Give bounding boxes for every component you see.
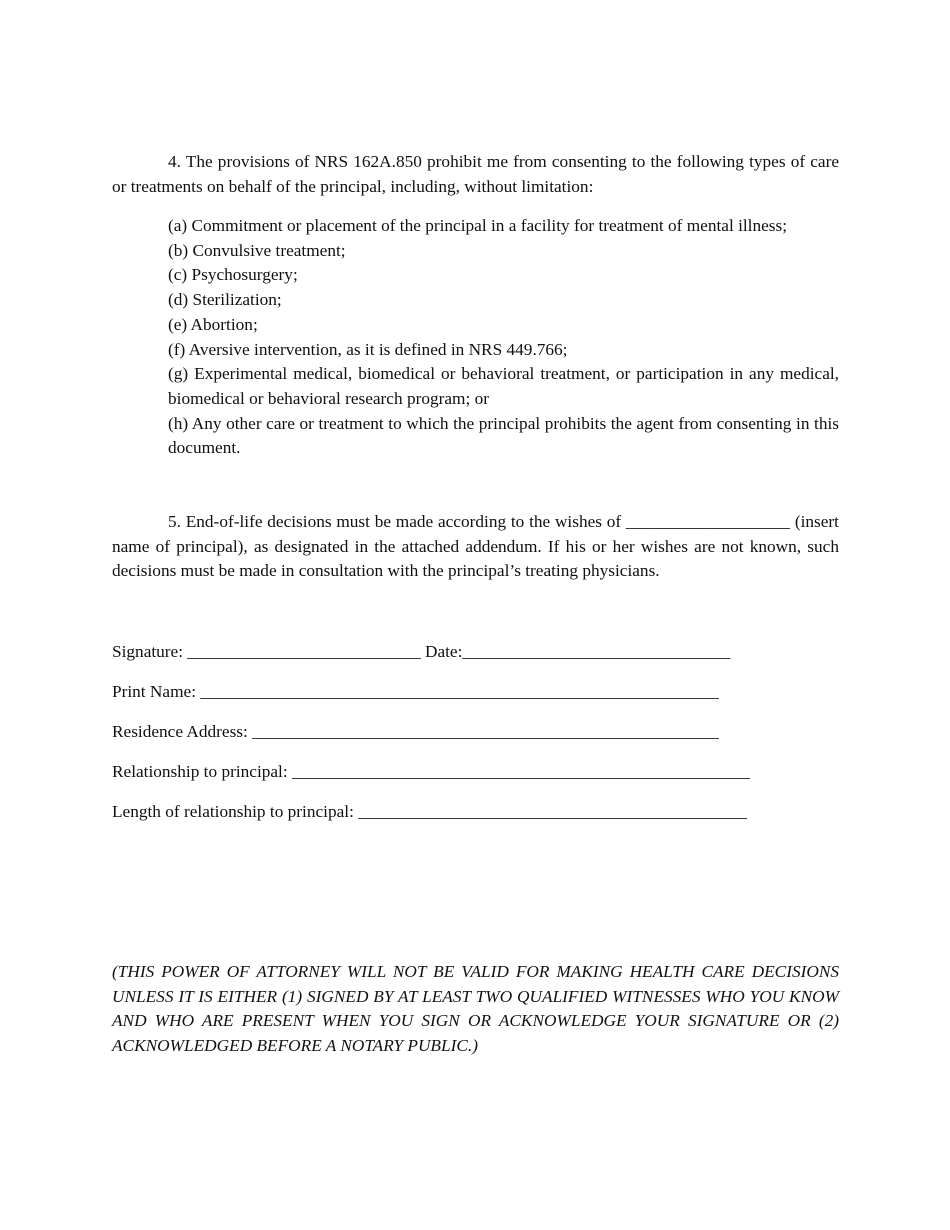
- list-item: (g) Experimental medical, biomedical or behavioral treatment, or participation in any medical, biomedical or behavioral research program; or: [168, 364, 839, 408]
- section-5-end-of-life: [112, 510, 839, 584]
- prohibited-treatments-list: [168, 214, 839, 461]
- list-item: (d) Sterilization;: [168, 290, 282, 310]
- relationship-length-field[interactable]: Length of relationship to principal: _____________________________________________: [112, 802, 748, 821]
- list-item: (c) Psychosurgery;: [168, 265, 298, 285]
- list-item: (b) Convulsive treatment;: [168, 240, 346, 260]
- section-5-text: 5. End-of-life decisions must be made according to the wishes of ___________________ (insert name of principal), as designated in the attached addendum. If his or her wishes are not known, such decisions must be made in consultation with the principal’s treating physicians.: [112, 512, 839, 581]
- relationship-field[interactable]: Relationship to principal: _____________________________________________________: [112, 762, 750, 781]
- list-item: (f) Aversive intervention, as it is defined in NRS 449.766;: [168, 339, 568, 359]
- signature-date-field[interactable]: Signature: ___________________________ Date:_______________________________: [112, 642, 731, 661]
- validity-notice: (THIS POWER OF ATTORNEY WILL NOT BE VALID FOR MAKING HEALTH CARE DECISIONS UNLESS IT IS EITHER (1) SIGNED BY AT LEAST TWO QUALIFIED WITNESSES WHO YOU KNOW AND WHO ARE PRESENT WHEN YOU SIGN OR ACKNOWLEDGE YOUR SIGNATURE OR (2) ACKNOWLEDGED BEFORE A NOTARY PUBLIC.): [112, 962, 839, 1056]
- section-4-intro: [112, 150, 839, 199]
- list-item: (a) Commitment or placement of the principal in a facility for treatment of mental illness;: [168, 216, 788, 235]
- print-name-field[interactable]: Print Name: ____________________________________________________________: [112, 682, 719, 701]
- residence-address-field[interactable]: Residence Address: ______________________________________________________: [112, 722, 719, 741]
- list-item: (h) Any other care or treatment to which the principal prohibits the agent from consenting in this document.: [168, 413, 839, 458]
- list-item: (e) Abortion;: [168, 314, 258, 334]
- section-4-intro-text: 4. The provisions of NRS 162A.850 prohibit me from consenting to the following types of care or treatments on behalf of the principal, including, without limitation:: [112, 152, 839, 196]
